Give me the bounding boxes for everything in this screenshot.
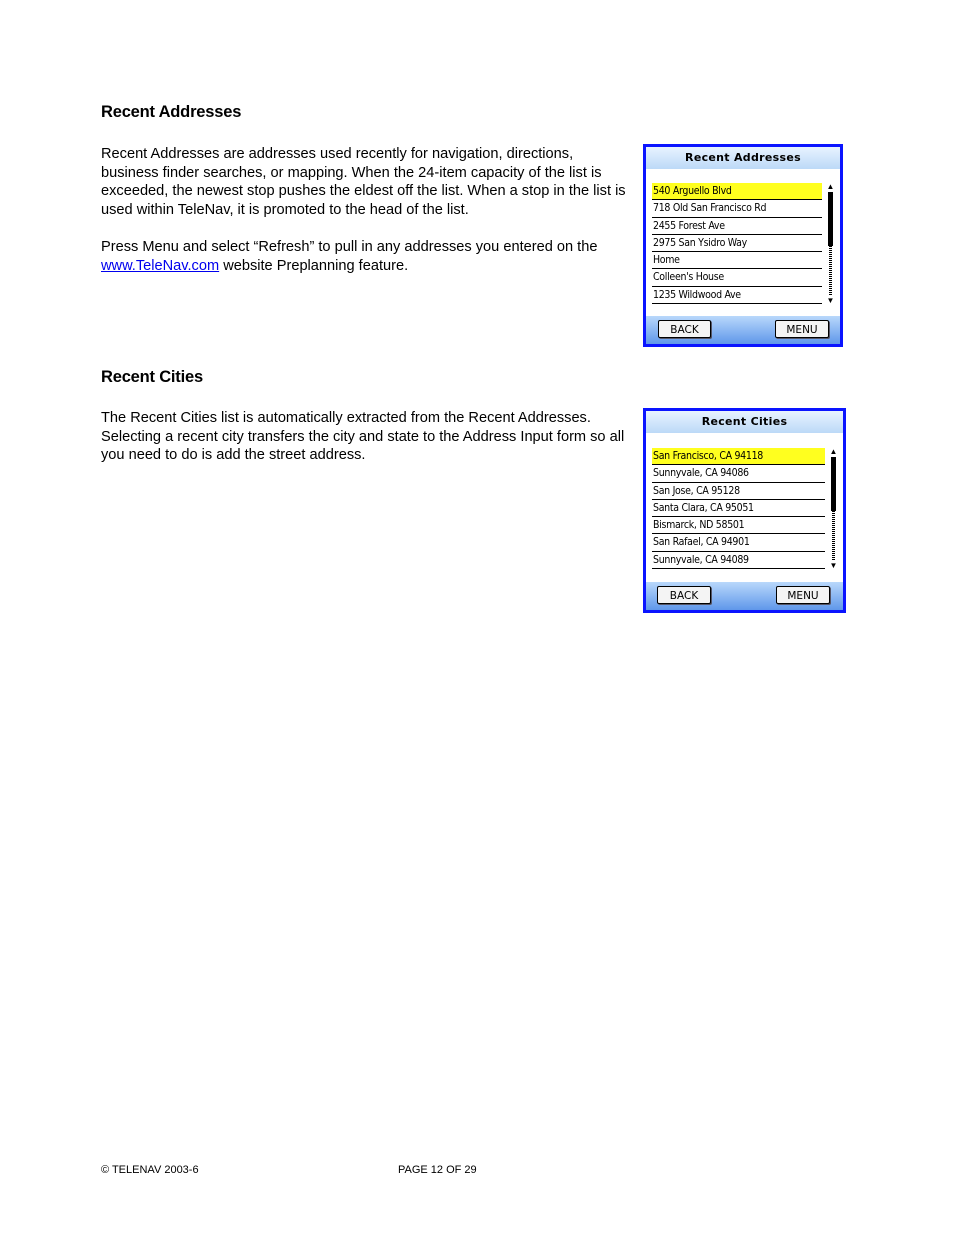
list-item[interactable]: Santa Clara, CA 95051 [652,500,825,517]
list-item[interactable]: 540 Arguello Blvd [652,183,822,200]
screen-button-bar [646,316,840,344]
menu-button[interactable]: MENU [776,586,830,604]
scroll-up-arrow-icon[interactable]: ▲ [829,447,838,456]
list-item[interactable]: San Rafael, CA 94901 [652,534,825,551]
scroll-up-arrow-icon[interactable]: ▲ [826,182,835,191]
recent-cities-screenshot [643,408,846,613]
scroll-down-arrow-icon[interactable]: ▼ [826,296,835,305]
telenav-website-link[interactable]: www.TeleNav.com [101,257,220,274]
list-item[interactable]: Sunnyvale, CA 94086 [652,465,825,482]
screen-title: Recent Addresses [646,147,840,169]
recent-addresses-paragraph-1: Recent Addresses are addresses used recently for navigation, directions, business finder searches, or mapping. When the 24-item capacity of the list is exceeded, the newest stop pushes the eldest off the list. When a stop in the list is used within TeleNav, it is promoted to the head of the list. [101,146,626,218]
recent-addresses-description [101,145,626,275]
copyright-notice: © TELENAV 2003-6 [101,1164,199,1176]
recent-addresses-paragraph-2 [101,238,626,275]
list-item[interactable]: Colleen's House [652,269,822,286]
section-heading-recent-cities: Recent Cities [101,368,203,386]
list-item[interactable]: Bismarck, ND 58501 [652,517,825,534]
scrollbar[interactable] [829,448,838,570]
recent-addresses-list [652,183,822,304]
list-item[interactable]: 2975 San Ysidro Way [652,235,822,252]
page-number: PAGE 12 OF 29 [398,1164,477,1176]
back-button[interactable]: BACK [657,586,711,604]
recent-cities-list [652,448,825,569]
list-item[interactable]: Sunnyvale, CA 94089 [652,552,825,569]
recent-addresses-screenshot [643,144,843,347]
paragraph-text: website Preplanning feature. [219,257,409,274]
list-item[interactable]: 718 Old San Francisco Rd [652,200,822,217]
recent-cities-description [101,409,626,465]
scroll-down-arrow-icon[interactable]: ▼ [829,561,838,570]
scroll-thumb[interactable] [828,192,833,246]
list-item[interactable]: San Jose, CA 95128 [652,483,825,500]
back-button[interactable]: BACK [658,320,711,338]
list-item[interactable]: Home [652,252,822,269]
list-item[interactable]: San Francisco, CA 94118 [652,448,825,465]
section-heading-recent-addresses: Recent Addresses [101,103,242,121]
screen-title: Recent Cities [646,411,843,433]
list-item[interactable]: 2455 Forest Ave [652,218,822,235]
scrollbar[interactable] [826,183,835,305]
paragraph-text: Press Menu and select “Refresh” to pull in any addresses you entered on the [101,238,598,255]
screen-button-bar [646,582,843,610]
menu-button[interactable]: MENU [775,320,829,338]
list-item[interactable]: 1235 Wildwood Ave [652,287,822,304]
scroll-thumb[interactable] [831,457,836,511]
recent-cities-paragraph: The Recent Cities list is automatically extracted from the Recent Addresses. Selecting a recent city transfers the city and state to the Address Input form so all you need to do is add the street address. [101,410,625,464]
